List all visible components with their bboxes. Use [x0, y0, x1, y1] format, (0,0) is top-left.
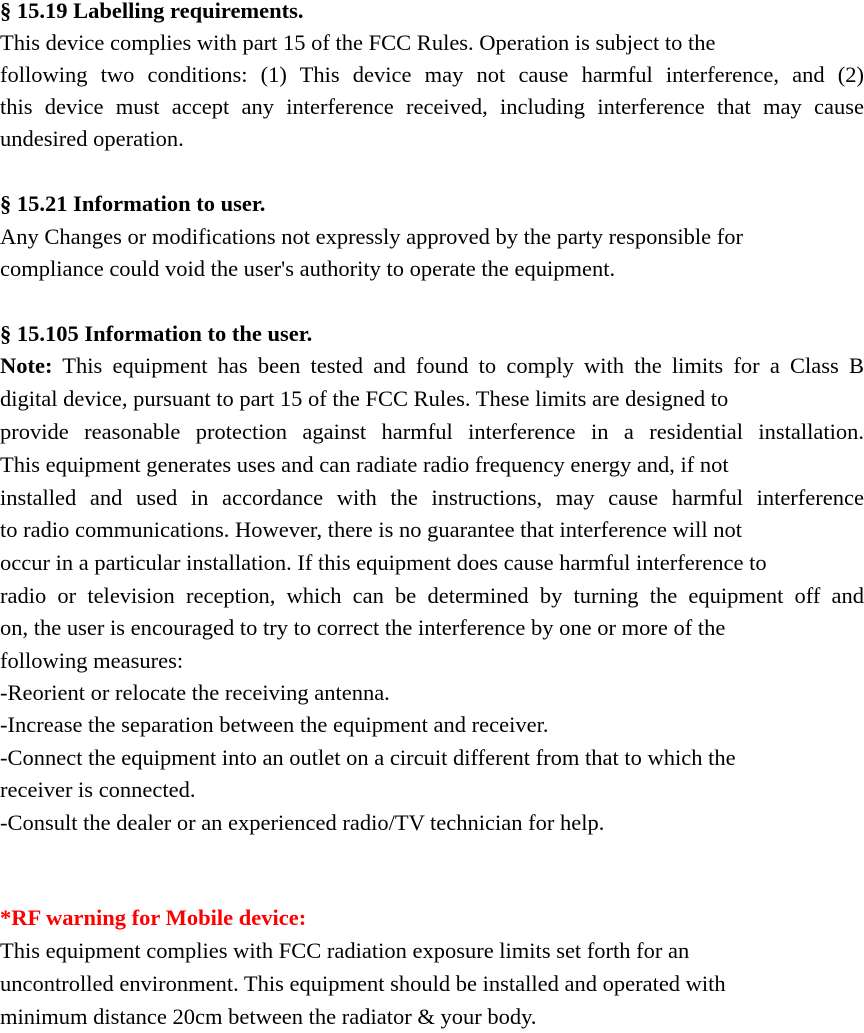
note-text: This equipment has been tested and found to comply with the limits for a Class B — [52, 353, 864, 378]
text-line: Any Changes or modifications not expressly approved by the party responsible for — [0, 224, 743, 249]
list-item: -Consult the dealer or an experienced radio/TV technician for help. — [0, 810, 605, 835]
section-heading-15-19: § 15.19 Labelling requirements. — [0, 0, 304, 23]
text-line: minimum distance 20cm between the radiator & your body. — [0, 1004, 537, 1029]
text-line: this device must accept any interference received, including interference that may cause — [0, 94, 864, 119]
text-line: to radio communications. However, there is no guarantee that interference will not — [0, 517, 742, 542]
section-heading-15-105: § 15.105 Information to the user. — [0, 321, 313, 346]
text-line: This device complies with part 15 of the FCC Rules. Operation is subject to the — [0, 30, 716, 55]
text-line: following measures: — [0, 648, 184, 673]
list-item: -Reorient or relocate the receiving antenna. — [0, 680, 390, 705]
section-heading-15-21: § 15.21 Information to user. — [0, 191, 266, 216]
text-line: installed and used in accordance with the instructions, may cause harmful interference — [0, 485, 864, 510]
text-line: This equipment complies with FCC radiation exposure limits set forth for an — [0, 938, 690, 963]
text-line: receiver is connected. — [0, 777, 196, 802]
text-line: undesired operation. — [0, 126, 184, 151]
note-label: Note: — [0, 353, 53, 378]
list-item: -Increase the separation between the equipment and receiver. — [0, 712, 549, 737]
text-line: provide reasonable protection against harmful interference in a residential installation. — [0, 419, 864, 444]
rf-warning-heading: *RF warning for Mobile device: — [0, 905, 307, 930]
text-line: uncontrolled environment. This equipment should be installed and operated with — [0, 971, 726, 996]
list-item: -Connect the equipment into an outlet on a circuit different from that to which the — [0, 745, 736, 770]
text-line: radio or television reception, which can be determined by turning the equipment off and — [0, 583, 864, 608]
text-line: occur in a particular installation. If this equipment does cause harmful interference to — [0, 550, 767, 575]
text-line: on, the user is encouraged to try to correct the interference by one or more of the — [0, 615, 726, 640]
text-line: digital device, pursuant to part 15 of the FCC Rules. These limits are designed to — [0, 386, 729, 411]
text-line: compliance could void the user's authority to operate the equipment. — [0, 256, 616, 281]
text-line: This equipment generates uses and can radiate radio frequency energy and, if not — [0, 452, 729, 477]
text-line: following two conditions: (1) This device may not cause harmful interference, and (2) — [0, 62, 864, 87]
note-line — [0, 350, 864, 382]
